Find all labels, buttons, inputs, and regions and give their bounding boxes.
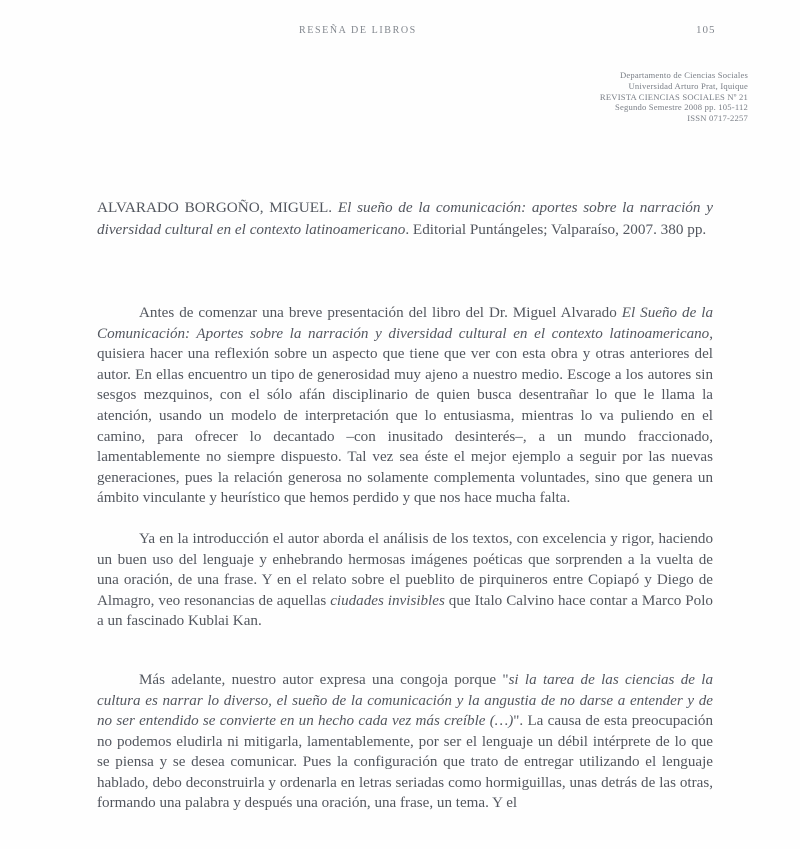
text-run: ". La causa de esta preocupación no podemos eludirla ni mitigarla, lamentablemente, por ser el lenguaje un débil intérprete de lo que se piensa y se desea comunicar. Pues la configuración que trato de entregar utilizando el lenguaje hablado, debo deconstruirla y ordenarla en letras seriadas como hormiguillas, unas detrás de las otras, formando una palabra y después una oración, una frase, un tema. Y el (97, 713, 713, 812)
review-paragraph-2 (97, 529, 713, 632)
text-run: . Editorial Puntángeles; Valparaíso, 2007. 380 pp. (405, 220, 707, 238)
italic-text-run: El Sueño de la Comunicación: Aportes sobre la narración y diversidad cultural en el contexto latinoamericano (97, 305, 714, 342)
italic-text-run: si la tarea de las ciencias de la cultura es narrar lo diverso, el sueño de la comunicación y la angustia de no darse a entender y de no ser entendido se convierte en un hecho cada vez más creíble (…) (97, 671, 714, 730)
text-run: Ya en la introducción el autor aborda el análisis de los textos, con excelencia y rigor, haciendo un buen uso del lenguaje y enhebrando hermosas imágenes poéticas que sorprenden a la vuelta de una oración, de una frase. Y en el relato sobre el pueblito de pirquineros entre Copiapó y Diego de Almagro, veo resonancias de aquellas (97, 530, 713, 609)
text-run: que Italo Calvino hace contar a Marco Polo a un fascinado Kublai Kan. (97, 592, 713, 630)
credit-line: Segundo Semestre 2008 pp. 105-112 (614, 102, 748, 113)
credit-line: Universidad Arturo Prat, Iquique (628, 80, 748, 91)
text-run: ALVARADO BORGOÑO, MIGUEL. (97, 199, 338, 216)
review-paragraph-1 (97, 303, 713, 509)
credit-line: ISSN 0717-2257 (687, 113, 748, 124)
review-body (97, 303, 713, 834)
review-paragraph-3 (97, 670, 713, 814)
text-run: Antes de comenzar una breve presentación del libro del Dr. Miguel Alvarado (139, 305, 622, 321)
journal-credit-block (600, 70, 748, 124)
italic-text-run: El sueño de la comunicación: aportes sobre la narración y diversidad cultural en el contexto latinoamericano (97, 199, 713, 238)
credit-line: Departamento de Ciencias Sociales (619, 70, 748, 80)
running-title: RESEÑA DE LIBROS (299, 25, 417, 36)
book-citation (97, 197, 713, 240)
text-run: Más adelante, nuestro autor expresa una congoja porque " (139, 671, 509, 688)
text-run: , quisiera hacer una reflexión sobre un aspecto que tiene que ver con esta obra y otras anteriores del autor. En ellas encuentro un tipo de generosidad muy ajeno a nuestro medio. Escoge a los autores sin sesgos mezquinos, con el sólo afán disciplinario de quien busca desentrañar lo que le llama la atención, usando un modelo de interpretación que lo entusiasma, mientras lo va puliendo en el camino, para ofrecer lo decantado –con inusitado desinterés–, a un mundo fraccionado, lamentablemente no siempre dispuesto. Tal vez sea éste el mejor ejemplo a seguir por las nuevas generaciones, pues la relación generosa no solamente complementa voluntades, sino que genera un ámbito vinculante y heurístico que hemos perdido y que nos hace mucha falta. (97, 325, 713, 507)
page-number: 105 (696, 24, 716, 36)
credit-line: REVISTA CIENCIAS SOCIALES Nº 21 (599, 91, 748, 102)
italic-text-run: ciudades invisibles (330, 592, 445, 609)
